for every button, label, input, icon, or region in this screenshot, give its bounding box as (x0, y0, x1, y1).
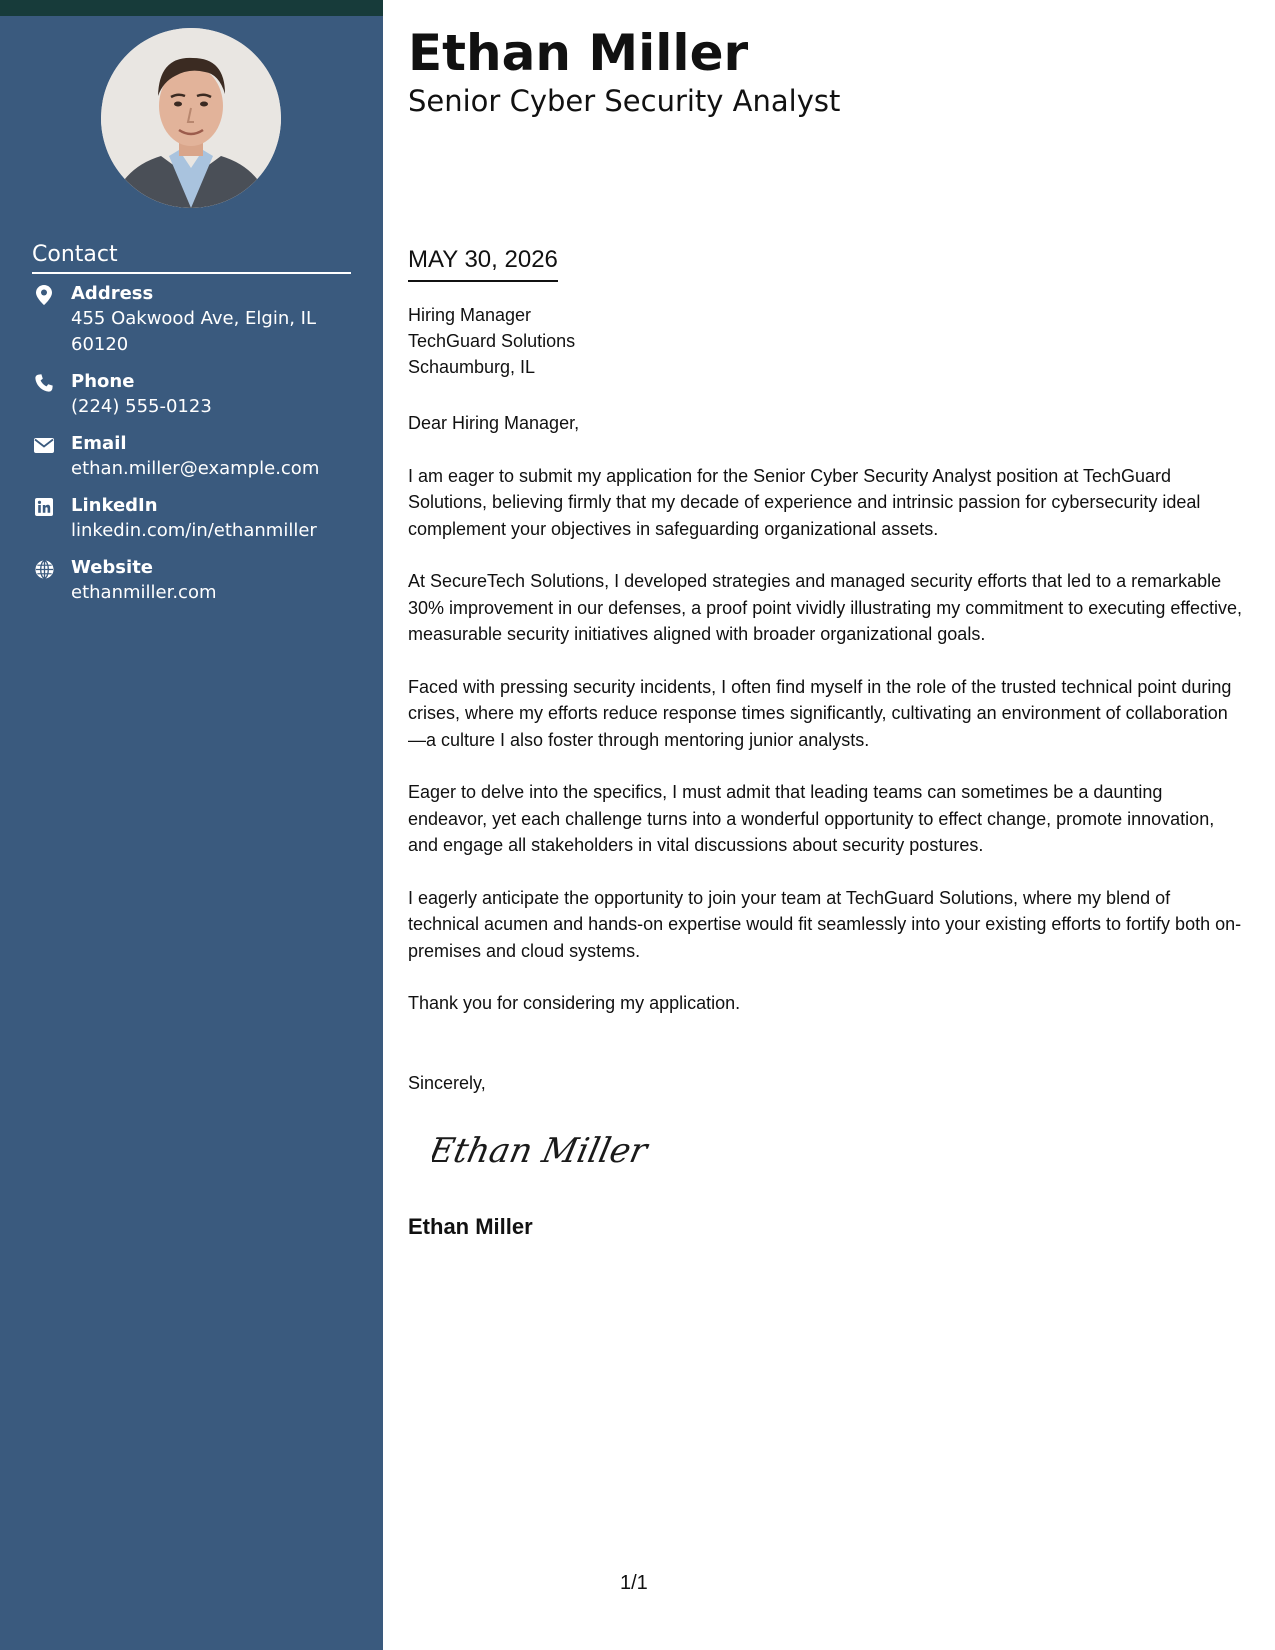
contact-label-address: Address (71, 283, 154, 304)
contact-label-linkedin: LinkedIn (71, 495, 158, 516)
recipient-line: Schaumburg, IL (408, 357, 536, 377)
salutation: Dear Hiring Manager, (408, 413, 580, 433)
globe-icon (34, 559, 54, 579)
contact-label-email: Email (71, 433, 127, 454)
body-paragraph: Eager to delve into the specifics, I must admit that leading teams can sometimes be a daunting endeavor, yet each challenge turns into a wonderful opportunity to effect change, promote innovation, and engage all stakeholders in vital discussions about security postures. (408, 782, 1215, 855)
contact-item-address (32, 282, 362, 358)
body-paragraph: At SecureTech Solutions, I developed strategies and managed security efforts that led to a remarkable 30% improvement in our defenses, a proof point vividly illustrating my commitment to executing effective, measurable security initiatives aligned with broader organizational goals. (408, 571, 1243, 644)
linkedin-icon (34, 497, 54, 517)
contact-heading: Contact (32, 240, 351, 274)
thank-you-paragraph: Thank you for considering my application. (408, 993, 741, 1013)
contact-item-website (32, 556, 362, 606)
contact-label-website: Website (71, 557, 154, 578)
contact-list (32, 282, 362, 618)
page-number: 1/1 (620, 1572, 648, 1594)
address-value: 455 Oakwood Ave, Elgin, IL 60120 (71, 308, 317, 355)
linkedin-value[interactable]: linkedin.com/in/ethanmiller (71, 520, 317, 541)
handwritten-signature (432, 1120, 652, 1180)
location-pin-icon (34, 285, 54, 305)
email-value[interactable]: ethan.miller@example.com (71, 458, 320, 479)
svg-text:Ethan Miller: Ethan Miller (432, 1131, 651, 1171)
body-paragraph: I eagerly anticipate the opportunity to join your team at TechGuard Solutions, where my blend of technical acumen and hands-on expertise would fit seamlessly into your existing efforts to fortify both on-premises and cloud systems. (408, 887, 1242, 961)
recipient-line: Hiring Manager (408, 305, 532, 325)
website-value[interactable]: ethanmiller.com (71, 582, 217, 603)
phone-icon (34, 373, 54, 393)
profile-photo-illustration (101, 28, 281, 208)
sidebar (0, 0, 383, 1650)
profile-photo (101, 28, 281, 208)
phone-value[interactable]: (224) 555-0123 (71, 396, 212, 417)
contact-item-email (32, 432, 362, 482)
contact-item-linkedin (32, 494, 362, 544)
envelope-icon (34, 435, 54, 455)
recipient-line: TechGuard Solutions (408, 331, 576, 351)
body-paragraph: I am eager to submit my application for the Senior Cyber Security Analyst position at TechGuard Solutions, believing firmly that my decade of experience and intrinsic passion for cybersecurity ideal complement your objectives in safeguarding organizational assets. (408, 465, 1201, 539)
contact-item-phone (32, 370, 362, 420)
contact-label-phone: Phone (71, 371, 135, 392)
body-paragraph: Faced with pressing security incidents, I often find myself in the role of the trusted technical point during crises, where my efforts reduce response times significantly, cultivating an environment of collaboration—a culture I also foster through mentoring junior analysts. (408, 676, 1232, 750)
sidebar-top-bar (0, 0, 383, 16)
candidate-name: Ethan Miller (408, 24, 749, 82)
closing: Sincerely, (408, 1073, 486, 1093)
signer-name: Ethan Miller (408, 1214, 533, 1239)
letter-date: MAY 30, 2026 (408, 244, 558, 282)
candidate-title: Senior Cyber Security Analyst (408, 84, 841, 118)
recipient-block (408, 302, 575, 380)
letter-body (408, 410, 1243, 1043)
